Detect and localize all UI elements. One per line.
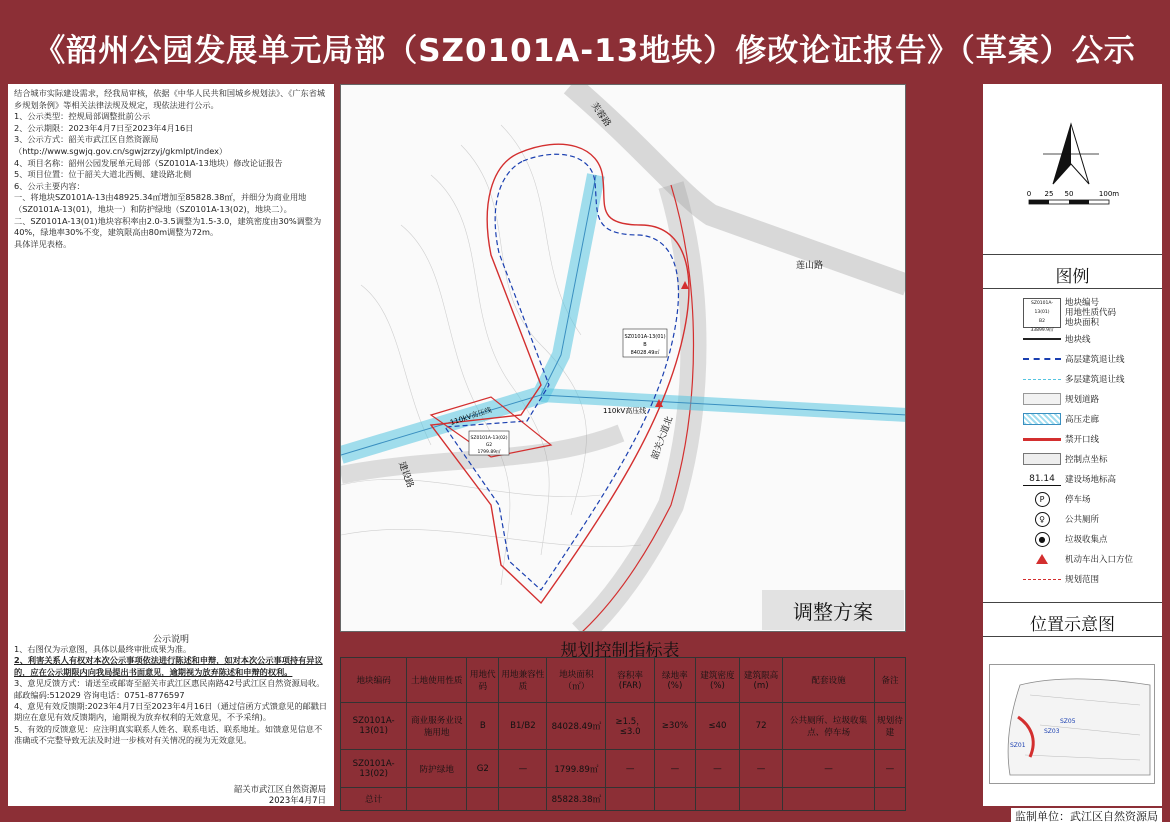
table-cell: SZ0101A-13(02) bbox=[341, 750, 407, 788]
legend-label: 控制点坐标 bbox=[1065, 455, 1108, 465]
parking-icon bbox=[1023, 492, 1061, 506]
legend-label: 地块线 bbox=[1065, 335, 1091, 345]
table-cell: — bbox=[783, 750, 875, 788]
legend-plot-labels bbox=[1065, 298, 1116, 328]
legend-label: 规划道路 bbox=[1065, 395, 1100, 405]
notes-line: 4、意见有效反馈期:2023年4月7日至2023年4月16日（通过信函方式馈意见的邮戳日期应在意见有效反馈期内，逾期视为放弃权利的无效意见，不予采纳)。 bbox=[14, 701, 328, 723]
table-header: 建筑限高(m) bbox=[739, 658, 782, 703]
table-cell: B1/B2 bbox=[499, 703, 547, 750]
table-cell: 规划待建 bbox=[874, 703, 905, 750]
table-header: 备注 bbox=[874, 658, 905, 703]
plan-map bbox=[340, 84, 906, 632]
scale-label: 100m bbox=[1098, 190, 1120, 198]
table-cell: — bbox=[606, 750, 655, 788]
elevation-symbol: 81.14 bbox=[1023, 473, 1061, 486]
table-cell: — bbox=[695, 750, 739, 788]
table-cell bbox=[499, 788, 547, 811]
notice-line: 结合城市实际建设需求，经我局审核，依据《中华人民共和国城乡规划法》、《广东省城乡规划条例》等相关法律法规及规定，现依法进行公示。 bbox=[14, 88, 326, 110]
plot-use: B bbox=[643, 342, 647, 348]
no-opening-symbol bbox=[1023, 432, 1061, 446]
table-cell: 总计 bbox=[341, 788, 407, 811]
divider bbox=[983, 254, 1162, 255]
setback-multi-symbol bbox=[1023, 372, 1061, 386]
scale-bar bbox=[1027, 190, 1120, 204]
divider bbox=[983, 636, 1162, 637]
legend-label: 高压走廊 bbox=[1065, 415, 1100, 425]
table-cell: ≤40 bbox=[695, 703, 739, 750]
table-header: 配套设施 bbox=[783, 658, 875, 703]
table-total-row bbox=[341, 788, 906, 811]
road-label: 建设路 bbox=[396, 460, 415, 490]
line-label: 110kV高压线 bbox=[603, 407, 647, 415]
legend-row bbox=[1023, 490, 1091, 508]
line-label: 110kV高压线 bbox=[449, 405, 493, 427]
table-header-row bbox=[341, 658, 906, 703]
table-cell bbox=[654, 788, 695, 811]
legend-row bbox=[1023, 350, 1125, 368]
north-arrow-scale bbox=[983, 84, 1162, 220]
plot-area: 84028.49㎡ bbox=[630, 350, 660, 356]
legend-label: 地块编号 bbox=[1065, 298, 1100, 308]
table-cell: — bbox=[874, 750, 905, 788]
scale-label: 0 bbox=[1026, 190, 1032, 198]
table-header: 用地代码 bbox=[467, 658, 499, 703]
notice-line: 一、将地块SZ0101A-13由48925.34㎡增加至85828.38㎡，并细分为商业用地（SZ0101A-13(01)，地块一）和防护绿地（SZ0101A-13(02)，地块二）。 bbox=[14, 192, 307, 214]
table-cell: 商业服务业设施用地 bbox=[407, 703, 467, 750]
legend-label: 高层建筑退让线 bbox=[1065, 355, 1125, 365]
control-index-table bbox=[340, 657, 906, 811]
plan-map-drawing bbox=[341, 85, 906, 632]
table-header: 用地兼容性质 bbox=[499, 658, 547, 703]
legend bbox=[983, 298, 1162, 596]
legend-sample-code: SZ0101A-13(01) bbox=[1031, 301, 1053, 315]
table-cell: 72 bbox=[739, 703, 782, 750]
plot2-label-box bbox=[469, 431, 509, 455]
legend-row bbox=[1023, 410, 1099, 428]
legend-row bbox=[1023, 370, 1125, 388]
plot2-code: SZ0101A-13(02) bbox=[470, 436, 508, 441]
notes-title: 公示说明 bbox=[152, 635, 189, 645]
legend-title: 图例 bbox=[1055, 267, 1090, 287]
divider bbox=[983, 288, 1162, 289]
table-title: 规划控制指标表 bbox=[560, 641, 680, 661]
table-cell: SZ0101A-13(01) bbox=[341, 703, 407, 750]
notice-text bbox=[14, 88, 330, 250]
legend-row bbox=[1023, 430, 1099, 448]
notes-line: 1、右图仅为示意图，具体以最终审批成果为准。 bbox=[14, 644, 192, 654]
table-header: 地块面积（㎡） bbox=[547, 658, 606, 703]
table-row bbox=[341, 750, 906, 788]
table-cell bbox=[407, 788, 467, 811]
notice-line: 1、公示类型：控规局部调整批前公示 bbox=[14, 111, 151, 122]
page-title: 《韶州公园发展单元局部（SZ0101A-13地块）修改论证报告》（草案）公示 bbox=[34, 32, 1136, 69]
scale-label: 50 bbox=[1064, 190, 1074, 198]
notice-line: 3、公示方式：韶关市武江区自然资源局（http://www.sgwjq.gov.cn/sgwjzrzyj/gkmlpt/index） bbox=[14, 134, 228, 156]
side-panel bbox=[983, 84, 1162, 806]
table-cell: — bbox=[739, 750, 782, 788]
plot-code: SZ0101A-13(01) bbox=[624, 334, 666, 340]
legend-label: 垃圾收集点 bbox=[1065, 535, 1108, 545]
setback-high-symbol bbox=[1023, 352, 1061, 366]
planning-scope-symbol bbox=[1023, 572, 1061, 586]
sign-date: 2023年4月7日 bbox=[268, 795, 326, 805]
notice-line: 具体详见表格。 bbox=[14, 238, 72, 249]
location-inset-map bbox=[989, 664, 1155, 784]
plot-line-symbol bbox=[1023, 332, 1061, 346]
table-header: 容积率(FAR) bbox=[606, 658, 655, 703]
legend-label: 地块面积 bbox=[1065, 318, 1100, 328]
sign-org: 韶关市武江区自然资源局 bbox=[233, 784, 326, 794]
plot-label-box bbox=[623, 329, 667, 357]
legend-sample-area: 33899.9㎡ bbox=[1030, 328, 1054, 333]
footer-note: 监制单位：武江区自然资源局 bbox=[1011, 808, 1162, 824]
table-cell bbox=[695, 788, 739, 811]
legend-row bbox=[1023, 330, 1091, 348]
table-cell: ≥30% bbox=[654, 703, 695, 750]
legend-row bbox=[1023, 470, 1116, 488]
table-cell: G2 bbox=[467, 750, 499, 788]
notes-text bbox=[14, 644, 330, 747]
legend-plot-sample bbox=[1023, 298, 1061, 333]
legend-sample-use: B2 bbox=[1039, 319, 1045, 324]
legend-label: 建设场地标高 bbox=[1065, 475, 1117, 485]
notice-line: 2、公示期限：2023年4月7日至2023年4月16日 bbox=[14, 122, 194, 133]
legend-row bbox=[1023, 530, 1108, 548]
notice-line: 4、项目名称：韶州公园发展单元局部（SZ0101A-13地块）修改论证报告 bbox=[14, 157, 283, 168]
legend-row bbox=[1023, 550, 1133, 568]
location-label: SZ01 bbox=[1010, 742, 1026, 749]
table-header: 地块编码 bbox=[341, 658, 407, 703]
control-point-symbol bbox=[1023, 452, 1061, 466]
notice-panel bbox=[8, 84, 334, 806]
scheme-stamp: 调整方案 bbox=[762, 590, 904, 630]
table-cell: 公共厕所、垃圾收集点、停车场 bbox=[783, 703, 875, 750]
table-cell bbox=[874, 788, 905, 811]
legend-label: 停车场 bbox=[1065, 495, 1091, 505]
table-header: 土地使用性质 bbox=[407, 658, 467, 703]
legend-row bbox=[1023, 570, 1099, 588]
toilet-icon: ♀ bbox=[1023, 512, 1061, 526]
table-cell: — bbox=[654, 750, 695, 788]
legend-row bbox=[1023, 450, 1108, 468]
legend-label: 公共厕所 bbox=[1065, 515, 1100, 525]
plot2-area: 1799.89㎡ bbox=[477, 450, 501, 455]
table-row bbox=[341, 703, 906, 750]
table-cell: 84028.49㎡ bbox=[547, 703, 606, 750]
table-header: 绿地率(%) bbox=[654, 658, 695, 703]
parking-letter: P bbox=[1035, 492, 1050, 507]
legend-row bbox=[1023, 390, 1099, 408]
location-title: 位置示意图 bbox=[1030, 615, 1115, 635]
notes-line-strong: 2、利害关系人有权对本次公示事项依法进行陈述和申辩，如对本次公示事项持有异议的，应在公示期限内向我局提出书面意见，逾期视为放弃陈述和申辩的权利。 bbox=[14, 655, 323, 677]
location-label: SZ03 bbox=[1044, 728, 1060, 735]
signature bbox=[234, 784, 326, 806]
table-cell bbox=[467, 788, 499, 811]
legend-label: 规划范围 bbox=[1065, 575, 1100, 585]
hv-corridor-symbol bbox=[1023, 412, 1061, 426]
notice-line: 6、公示主要内容： bbox=[14, 180, 85, 191]
garbage-icon: ● bbox=[1023, 532, 1061, 546]
vehicle-entrance-icon bbox=[1023, 552, 1061, 566]
legend-label: 多层建筑退让线 bbox=[1065, 375, 1125, 385]
legend-label: 禁开口线 bbox=[1065, 435, 1100, 445]
north-arrow-icon bbox=[1043, 124, 1099, 184]
plot2-use: G2 bbox=[485, 443, 493, 448]
table-cell: ≥1.5，≤3.0 bbox=[606, 703, 655, 750]
table-cell: — bbox=[499, 750, 547, 788]
notes-line: 3、意见反馈方式：请送至或邮寄至韶关市武江区惠民南路42号武江区自然资源局收。 bbox=[14, 678, 325, 689]
legend-row bbox=[1023, 510, 1099, 528]
scale-label: 25 bbox=[1044, 190, 1054, 198]
notice-line: 二、SZ0101A-13(01)地块容积率由2.0-3.5调整为1.5-3.0，建筑密度由30%调整为40%，绿地率30%不变，建筑限高由80m调整为72m。 bbox=[14, 215, 322, 238]
notes-line: 邮政编码:512029 咨询电话：0751-8776597 bbox=[14, 689, 185, 700]
road-label: 韶关大道北 bbox=[650, 415, 676, 462]
notice-line: 5、项目位置：位于韶关大道北西侧、建设路北侧 bbox=[14, 169, 192, 180]
notes-line: 5、有效的反馈意见：应注明真实联系人姓名、联系电话、联系地址。如馈意见信息不准确或不完整导致无法及时进一步核对有关情况的视为无效意见。 bbox=[14, 723, 323, 746]
legend-label: 用地性质代码 bbox=[1065, 308, 1117, 318]
table-header: 建筑密度(%) bbox=[695, 658, 739, 703]
table-cell bbox=[606, 788, 655, 811]
table-cell: 防护绿地 bbox=[407, 750, 467, 788]
road-label: 芙蓉路 bbox=[588, 100, 613, 129]
legend-label: 机动车出入口方位 bbox=[1065, 555, 1134, 565]
road-label: 莲山路 bbox=[796, 261, 824, 271]
map-background bbox=[341, 85, 906, 632]
divider bbox=[983, 602, 1162, 603]
location-map-drawing bbox=[990, 665, 1154, 783]
table-cell: 1799.89㎡ bbox=[547, 750, 606, 788]
table-cell bbox=[739, 788, 782, 811]
location-label: SZ05 bbox=[1060, 718, 1076, 725]
table-cell: B bbox=[467, 703, 499, 750]
table-cell: 85828.38㎡ bbox=[547, 788, 606, 811]
planned-road-symbol bbox=[1023, 392, 1061, 406]
table-cell bbox=[783, 788, 875, 811]
